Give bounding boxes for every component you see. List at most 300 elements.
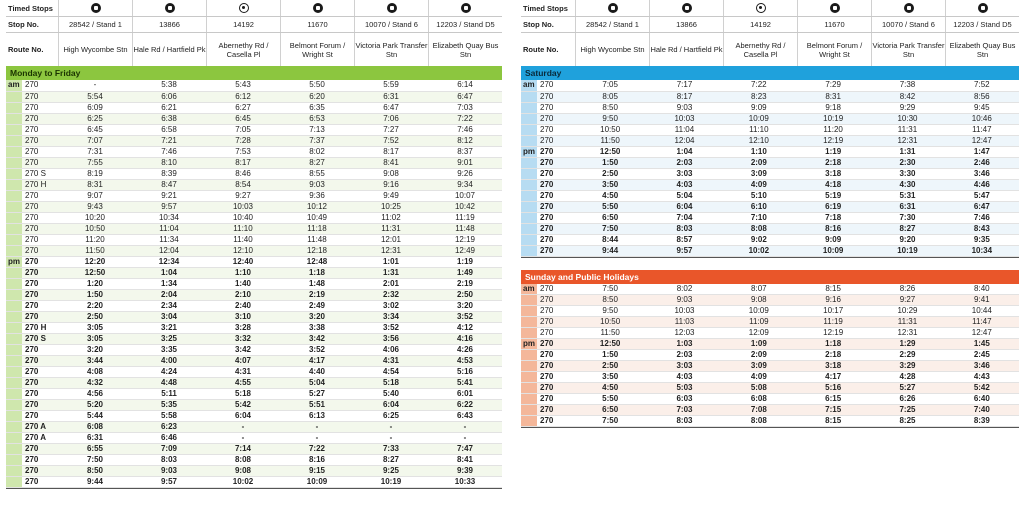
saturday-header: Saturday [521,66,1019,80]
time-cell: 11:09 [722,317,796,328]
period-cell [6,168,22,179]
period-cell [521,394,537,405]
time-cell: 7:05 [573,80,647,91]
period-cell [6,443,22,454]
period-cell [521,350,537,361]
time-cell: 10:09 [280,476,354,487]
stop-number: 10070 / Stand 6 [871,17,945,32]
time-cell: 10:33 [428,476,502,487]
period-cell [521,157,537,168]
time-cell: 4:50 [573,383,647,394]
time-cell: 9:16 [354,179,428,190]
time-cell: 5:51 [280,399,354,410]
time-cell: 9:50 [573,306,647,317]
time-cell: 2:50 [428,289,502,300]
route-cell: 270 [22,135,58,146]
time-cell: 10:46 [945,113,1019,124]
time-cell: 7:10 [722,212,796,223]
route-cell: 270 [537,157,573,168]
time-cell: 3:44 [58,355,132,366]
time-cell: 6:31 [58,432,132,443]
time-cell: 11:50 [573,135,647,146]
time-cell: 4:40 [280,366,354,377]
time-cell: 10:19 [796,113,870,124]
period-cell [521,306,537,317]
time-cell: 9:08 [354,168,428,179]
table-row [521,223,1019,234]
time-cell: 5:41 [428,377,502,388]
route-cell: 270 [537,306,573,317]
time-cell: 9:41 [945,295,1019,306]
time-cell: 9:43 [58,201,132,212]
period-cell [6,399,22,410]
period-cell [6,311,22,322]
route-cell: 270 H [22,179,58,190]
time-cell: 11:10 [722,124,796,135]
table-row [6,223,502,234]
time-cell: 4:12 [428,322,502,333]
time-cell: 6:47 [354,102,428,113]
time-cell: 7:40 [945,405,1019,416]
time-cell: 1:20 [58,278,132,289]
table-row [521,212,1019,223]
time-cell: 7:46 [132,146,206,157]
time-cell: 1:34 [132,278,206,289]
table-row [6,399,502,410]
time-cell: 12:47 [945,135,1019,146]
table-row [6,421,502,432]
time-cell: 11:47 [945,317,1019,328]
time-cell: 5:50 [573,201,647,212]
time-cell: 12:09 [722,328,796,339]
time-cell: 10:07 [428,190,502,201]
time-cell: 10:03 [647,306,721,317]
period-cell [6,91,22,102]
table-row [521,306,1019,317]
time-cell: 12:31 [354,245,428,256]
time-cell: 5:19 [796,190,870,201]
period-cell [6,190,22,201]
route-cell: 270 [537,113,573,124]
time-cell: 3:46 [945,168,1019,179]
route-cell: 270 [22,476,58,487]
route-cell: 270 [22,289,58,300]
time-cell: 9:15 [280,465,354,476]
time-cell: 2:09 [722,157,796,168]
time-cell: 3:52 [280,344,354,355]
table-row [521,339,1019,350]
period-cell [6,124,22,135]
table-row [6,311,502,322]
table-row [6,443,502,454]
time-cell: 11:20 [796,124,870,135]
time-cell: 6:47 [428,91,502,102]
route-cell: 270 [537,91,573,102]
sunday-holidays-header: Sunday and Public Holidays [521,270,1019,284]
time-cell: 6:15 [796,394,870,405]
table-row [6,201,502,212]
stop-icon-cell [280,0,354,16]
route-cell: 270 [537,284,573,295]
route-cell: 270 [22,311,58,322]
time-cell: 5:03 [647,383,721,394]
route-cell: 270 [537,102,573,113]
time-cell: 7:17 [647,80,721,91]
time-cell: 5:47 [945,190,1019,201]
time-cell: 3:34 [354,311,428,322]
time-cell: 1:29 [870,339,944,350]
time-cell: 5:04 [280,377,354,388]
route-cell: 270 [22,443,58,454]
time-cell: 2:10 [206,289,280,300]
time-cell: 8:39 [945,416,1019,427]
time-cell: 12:34 [132,256,206,267]
time-cell: 10:30 [870,113,944,124]
time-cell: 8:50 [58,465,132,476]
time-cell: 6:50 [573,405,647,416]
time-cell: 6:09 [58,102,132,113]
route-cell: 270 [22,344,58,355]
time-cell: 11:03 [647,317,721,328]
time-cell: 5:43 [206,80,280,91]
time-cell: 2:19 [428,278,502,289]
time-cell: 2:50 [58,311,132,322]
time-cell: 8:05 [573,91,647,102]
time-cell: - [354,432,428,443]
time-cell: 6:10 [722,201,796,212]
time-cell: 1:03 [647,339,721,350]
time-cell: 6:08 [722,394,796,405]
sunday-holidays-table [521,284,1019,428]
table-row [521,350,1019,361]
table-row [6,300,502,311]
table-row [521,179,1019,190]
time-cell: 7:52 [945,80,1019,91]
time-cell: 4:54 [354,366,428,377]
time-cell: 10:02 [722,245,796,256]
time-cell: 7:22 [722,80,796,91]
time-cell: 10:09 [796,245,870,256]
time-cell: 10:50 [573,317,647,328]
time-cell: 12:31 [870,135,944,146]
time-cell: 8:07 [722,284,796,295]
time-cell: 4:55 [206,377,280,388]
time-cell: 9:02 [722,234,796,245]
time-cell: 6:25 [354,410,428,421]
time-cell: 9:16 [796,295,870,306]
time-cell: 3:09 [722,168,796,179]
time-cell: 9:01 [428,157,502,168]
time-cell: 5:35 [132,399,206,410]
time-cell: - [428,432,502,443]
time-cell: 11:50 [573,328,647,339]
time-cell: 5:44 [58,410,132,421]
time-cell: 4:16 [428,333,502,344]
period-cell [521,295,537,306]
time-cell: 9:50 [573,113,647,124]
route-cell: 270 [22,146,58,157]
time-cell: 6:19 [796,201,870,212]
route-cell: 270 [22,300,58,311]
route-cell: 270 [537,223,573,234]
table-row [521,317,1019,328]
time-cell: 8:19 [58,168,132,179]
time-cell: 1:48 [280,278,354,289]
time-cell: 9:09 [722,102,796,113]
time-cell: 8:03 [647,223,721,234]
time-cell: 3:03 [647,361,721,372]
time-cell: 8:17 [354,146,428,157]
time-cell: 3:21 [132,322,206,333]
table-row [6,465,502,476]
table-row [6,355,502,366]
time-cell: 7:46 [945,212,1019,223]
time-cell: 1:10 [206,267,280,278]
stop-name: High Wycombe Stn [575,33,649,66]
time-cell: 5:40 [354,388,428,399]
time-cell: 1:49 [428,267,502,278]
time-cell: 11:40 [206,234,280,245]
time-cell: 6:38 [132,113,206,124]
time-cell: 4:24 [132,366,206,377]
time-cell: 1:50 [573,157,647,168]
stop-name: Hale Rd / Hartfield Pk [649,33,723,66]
time-cell: 9:09 [796,234,870,245]
time-cell: - [206,432,280,443]
time-cell: 7:03 [647,405,721,416]
time-cell: 7:52 [354,135,428,146]
time-cell: 8:03 [132,454,206,465]
table-row [6,80,502,91]
time-cell: 9:26 [428,168,502,179]
route-cell: 270 [22,465,58,476]
time-cell: 10:17 [796,306,870,317]
time-cell: 4:09 [722,372,796,383]
time-cell: 9:35 [945,234,1019,245]
route-cell: 270 [537,394,573,405]
period-cell [521,102,537,113]
route-no-label: Route No. [8,45,44,54]
timed-stops-row [521,0,1019,16]
period-cell [521,124,537,135]
time-cell: 4:03 [647,372,721,383]
time-cell: 11:48 [280,234,354,245]
period-cell [6,146,22,157]
time-cell: 7:07 [58,135,132,146]
time-cell: 8:50 [573,102,647,113]
stop-number: 12203 / Stand D5 [945,17,1019,32]
period-cell [6,234,22,245]
table-row [521,135,1019,146]
bus-stop-icon [165,3,175,13]
route-cell: 270 [22,102,58,113]
time-cell: 10:49 [280,212,354,223]
period-cell [6,454,22,465]
stop-number: 10070 / Stand 6 [354,17,428,32]
time-cell: 1:50 [58,289,132,300]
time-cell: 4:53 [428,355,502,366]
time-cell: 10:34 [132,212,206,223]
time-cell: - [280,421,354,432]
timed-stops-row [6,0,502,16]
period-cell [6,432,22,443]
route-cell: 270 S [22,333,58,344]
time-cell: 5:04 [647,190,721,201]
time-cell: 9:49 [354,190,428,201]
period-cell [6,102,22,113]
time-cell: 6:04 [647,201,721,212]
monday-friday-header: Monday to Friday [6,66,502,80]
time-cell: 5:11 [132,388,206,399]
time-cell: 12:19 [796,328,870,339]
time-cell: 9:08 [206,465,280,476]
time-cell: 2:29 [870,350,944,361]
time-cell: 6:25 [58,113,132,124]
table-row [521,328,1019,339]
time-cell: 6:20 [280,91,354,102]
route-no-label: Route No. [523,45,559,54]
time-cell: 12:04 [647,135,721,146]
time-cell: 11:19 [796,317,870,328]
time-cell: 4:17 [280,355,354,366]
time-cell: 8:17 [206,157,280,168]
time-cell: 10:29 [870,306,944,317]
time-cell: 11:10 [206,223,280,234]
time-cell: 6:01 [428,388,502,399]
time-cell: 6:06 [132,91,206,102]
time-cell: 6:45 [206,113,280,124]
time-cell: 10:19 [354,476,428,487]
period-cell [521,328,537,339]
time-cell: 10:42 [428,201,502,212]
time-cell: 8:41 [354,157,428,168]
time-cell: 9:57 [647,245,721,256]
time-cell: 6:55 [58,443,132,454]
period-cell [6,333,22,344]
table-row [6,135,502,146]
time-cell: - [428,421,502,432]
time-cell: 5:18 [354,377,428,388]
bus-station-icon [904,3,914,13]
stop-name: Belmont Forum / Wright St [797,33,871,66]
time-cell: 4:03 [647,179,721,190]
time-cell: 9:03 [132,465,206,476]
stop-name: Belmont Forum / Wright St [280,33,354,66]
time-cell: 10:09 [722,113,796,124]
time-cell: 2:18 [796,350,870,361]
period-cell [6,278,22,289]
table-row [521,416,1019,427]
stop-number: 14192 [723,17,797,32]
time-cell: 11:50 [58,245,132,256]
time-cell: 4:31 [206,366,280,377]
period-cell [6,267,22,278]
time-cell: 10:02 [206,476,280,487]
route-cell: 270 [22,278,58,289]
time-cell: 11:02 [354,212,428,223]
time-cell: 7:31 [58,146,132,157]
time-cell: 4:26 [428,344,502,355]
time-cell: 1:19 [428,256,502,267]
stop-icon-cell [428,0,502,16]
table-row [6,157,502,168]
time-cell: 9:07 [58,190,132,201]
period-cell [521,135,537,146]
time-cell: 6:22 [428,399,502,410]
time-cell: 7:50 [573,416,647,427]
period-cell: pm [8,256,20,266]
time-cell: 10:09 [722,306,796,317]
table-row [521,157,1019,168]
time-cell: 4:32 [58,377,132,388]
time-cell: 2:32 [354,289,428,300]
time-cell: 6:35 [280,102,354,113]
time-cell: 8:31 [796,91,870,102]
table-row [6,91,502,102]
route-cell: 270 [537,212,573,223]
time-cell: 6:40 [945,394,1019,405]
weekday-timetable [6,0,502,489]
time-cell: 5:54 [58,91,132,102]
time-cell: 3:03 [647,168,721,179]
time-cell: 6:26 [870,394,944,405]
time-cell: 7:14 [206,443,280,454]
time-cell: 12:04 [132,245,206,256]
time-cell: 2:46 [945,157,1019,168]
time-cell: 1:40 [206,278,280,289]
period-cell: pm [523,339,535,348]
time-cell: 3:29 [870,361,944,372]
time-cell: 10:03 [647,113,721,124]
time-cell: 7:08 [722,405,796,416]
time-cell: 9:03 [647,102,721,113]
route-cell: 270 A [22,421,58,432]
time-cell: 7:50 [573,284,647,295]
time-cell: 6:14 [428,80,502,91]
time-cell: 3:42 [280,333,354,344]
time-cell: 8:08 [722,223,796,234]
time-cell: 8:16 [280,454,354,465]
route-cell: 270 [22,201,58,212]
time-cell: 8:25 [870,416,944,427]
stop-number-row [6,16,502,32]
time-cell: 9:18 [796,102,870,113]
time-cell: 5:18 [206,388,280,399]
time-cell: 9:20 [870,234,944,245]
time-cell: 3:46 [945,361,1019,372]
time-cell: 9:08 [722,295,796,306]
time-cell: 3:10 [206,311,280,322]
stop-name: High Wycombe Stn [58,33,132,66]
time-cell: 7:50 [573,223,647,234]
time-cell: 5:08 [722,383,796,394]
time-cell: 2:03 [647,350,721,361]
time-cell: 4:28 [870,372,944,383]
route-cell: 270 [22,388,58,399]
time-cell: 12:50 [573,146,647,157]
time-cell: 7:33 [354,443,428,454]
time-cell: 7:18 [796,212,870,223]
time-cell: 10:40 [206,212,280,223]
time-cell: 1:19 [796,146,870,157]
time-cell: 8:50 [573,295,647,306]
saturday-table [521,80,1019,257]
time-cell: 9:21 [132,190,206,201]
table-row [6,278,502,289]
table-row [6,432,502,443]
table-row [521,190,1019,201]
bus-station-icon [608,3,618,13]
